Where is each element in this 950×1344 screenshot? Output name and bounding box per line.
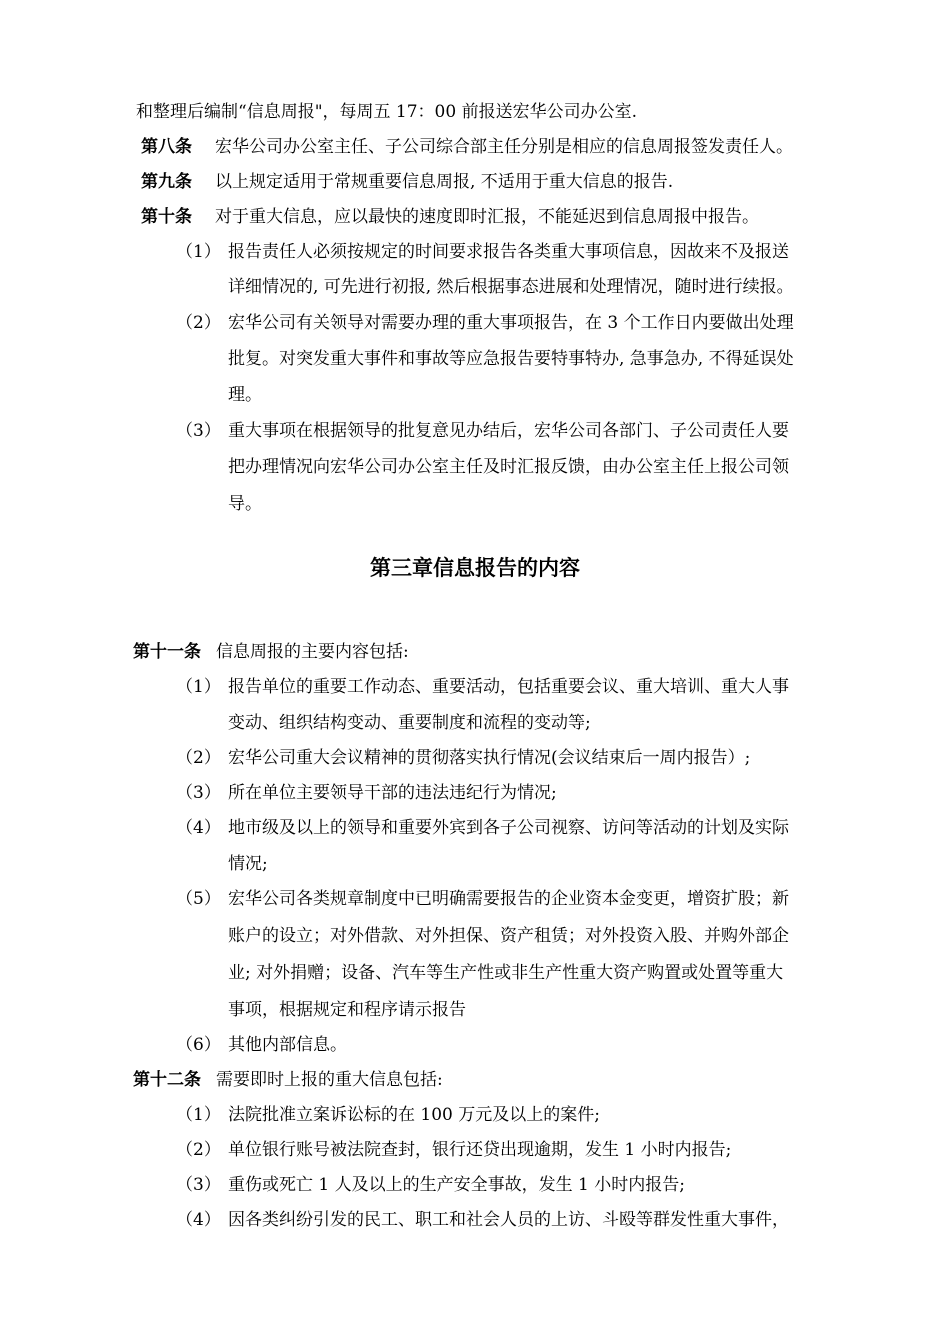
list-item-number: （1） bbox=[176, 242, 221, 262]
list-item-line: 报告单位的重要工作动态、重要活动，包括重要会议、重大培训、重大人事 bbox=[228, 677, 789, 697]
list-item-number: （3） bbox=[176, 783, 221, 803]
list-item-number: （2） bbox=[176, 1140, 221, 1160]
list-item-number: （5） bbox=[176, 889, 221, 909]
list-item-line: 重大事项在根据领导的批复意见办结后，宏华公司各部门、子公司责任人要 bbox=[228, 421, 789, 441]
list-item-line: 其他内部信息。 bbox=[228, 1035, 347, 1055]
list-item-number: （4） bbox=[176, 1210, 221, 1230]
article-9-text: 以上规定适用于常规重要信息周报, 不适用于重大信息的报告. bbox=[215, 172, 674, 192]
list-item-line: 地市级及以上的领导和重要外宾到各子公司视察、访问等活动的计划及实际 bbox=[228, 818, 789, 838]
list-item-number: （2） bbox=[176, 313, 221, 333]
article-10-text: 对于重大信息，应以最快的速度即时汇报，不能延迟到信息周报中报告。 bbox=[215, 207, 759, 227]
article-12-text: 需要即时上报的重大信息包括: bbox=[216, 1070, 443, 1090]
list-item-line: 宏华公司重大会议精神的贯彻落实执行情况(会议结束后一周内报告）; bbox=[228, 748, 751, 768]
list-item-line: 把办理情况向宏华公司办公室主任及时汇报反馈，由办公室主任上报公司领 bbox=[228, 457, 789, 477]
chapter-title: 第三章信息报告的内容 bbox=[370, 556, 580, 580]
list-item-number: （1） bbox=[176, 1105, 221, 1125]
list-item-line: 详细情况的, 可先进行初报, 然后根据事态进展和处理情况，随时进行续报。 bbox=[228, 277, 794, 297]
article-11-text: 信息周报的主要内容包括: bbox=[216, 642, 409, 662]
list-item-line: 情况; bbox=[228, 854, 268, 874]
list-item-line: 导。 bbox=[228, 494, 262, 514]
article-8-text: 宏华公司办公室主任、子公司综合部主任分别是相应的信息周报签发责任人。 bbox=[215, 137, 793, 157]
list-item-number: （6） bbox=[176, 1035, 221, 1055]
article-12-label: 第十二条 bbox=[133, 1070, 201, 1090]
list-item-number: （1） bbox=[176, 677, 221, 697]
list-item-number: （2） bbox=[176, 748, 221, 768]
list-item-line: 单位银行账号被法院查封，银行还贷出现逾期，发生 1 小时内报告; bbox=[228, 1140, 732, 1160]
list-item-line: 报告责任人必须按规定的时间要求报告各类重大事项信息，因故来不及报送 bbox=[228, 242, 789, 262]
list-item-line: 所在单位主要领导干部的违法违纪行为情况; bbox=[228, 783, 557, 803]
list-item-number: （3） bbox=[176, 421, 221, 441]
list-item-line: 宏华公司各类规章制度中已明确需要报告的企业资本金变更，增资扩股；新 bbox=[228, 889, 789, 909]
list-item-line: 变动、组织结构变动、重要制度和流程的变动等; bbox=[228, 713, 591, 733]
list-item-line: 宏华公司有关领导对需要办理的重大事项报告，在 3 个工作日内要做出处理 bbox=[228, 313, 794, 333]
list-item-line: 账户的设立；对外借款、对外担保、资产租赁；对外投资入股、并购外部企 bbox=[228, 926, 789, 946]
list-item-line: 因各类纠纷引发的民工、职工和社会人员的上访、斗殴等群发性重大事件， bbox=[228, 1210, 789, 1230]
continuation-text: 和整理后编制“信息周报"，每周五 17：00 前报送宏华公司办公室. bbox=[136, 102, 637, 122]
article-11-label: 第十一条 bbox=[133, 642, 201, 662]
list-item-number: （3） bbox=[176, 1175, 221, 1195]
list-item-line: 业; 对外捐赠；设备、汽车等生产性或非生产性重大资产购置或处置等重大 bbox=[228, 963, 784, 983]
article-10-label: 第十条 bbox=[141, 207, 192, 227]
list-item-line: 批复。对突发重大事件和事故等应急报告要特事特办, 急事急办, 不得延误处 bbox=[228, 349, 794, 369]
list-item-line: 事项，根据规定和程序请示报告 bbox=[228, 1000, 466, 1020]
list-item-number: （4） bbox=[176, 818, 221, 838]
article-8-label: 第八条 bbox=[141, 137, 192, 157]
article-9-label: 第九条 bbox=[141, 172, 192, 192]
list-item-line: 重伤或死亡 1 人及以上的生产安全事故，发生 1 小时内报告; bbox=[228, 1175, 685, 1195]
list-item-line: 法院批准立案诉讼标的在 100 万元及以上的案件; bbox=[228, 1105, 600, 1125]
list-item-line: 理。 bbox=[228, 385, 262, 405]
